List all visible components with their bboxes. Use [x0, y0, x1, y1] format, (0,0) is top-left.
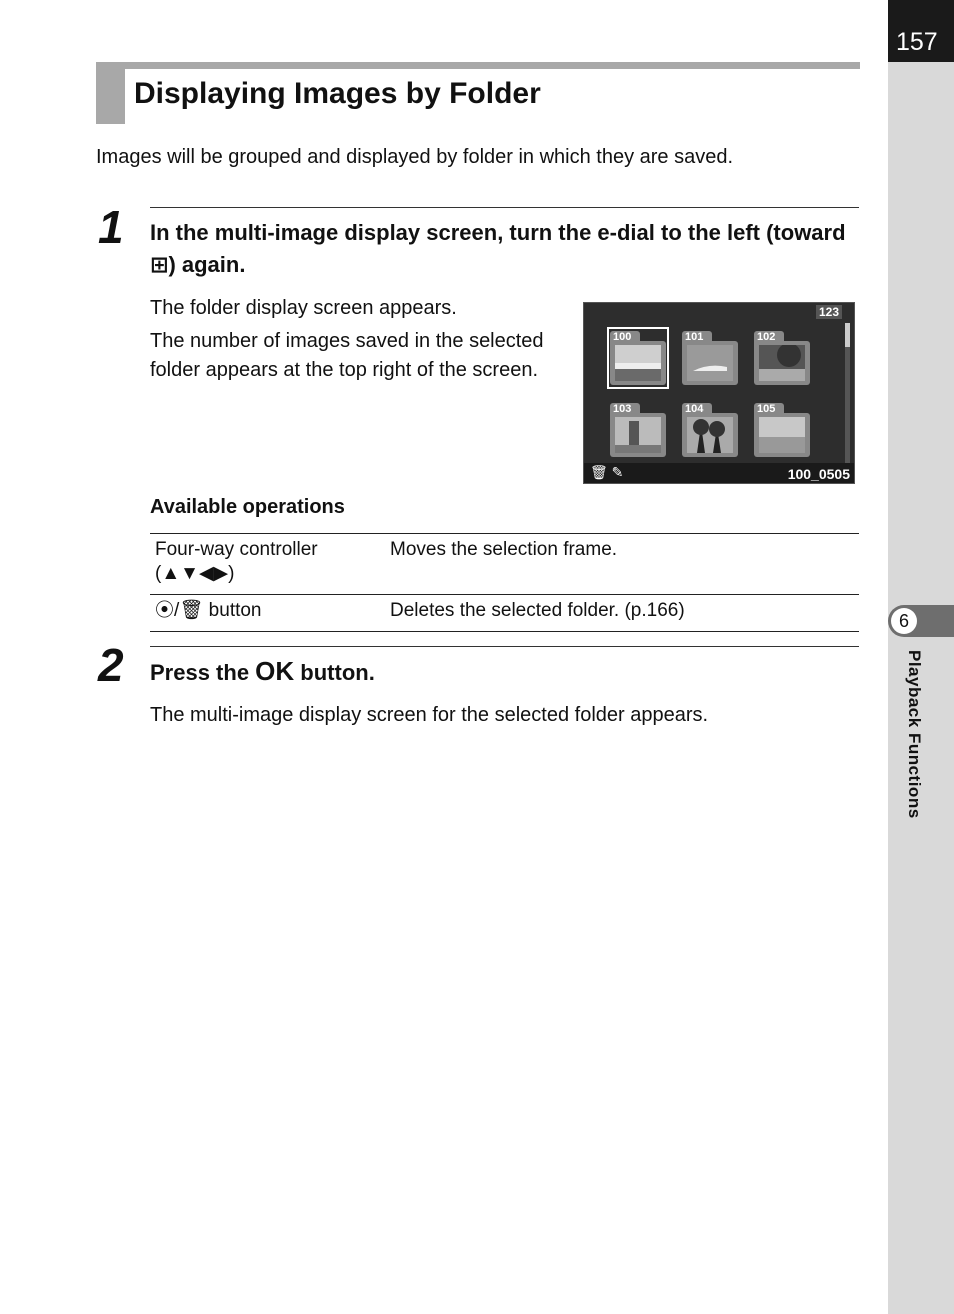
step-1-para-1: The folder display screen appears.: [150, 297, 457, 319]
step-2-title: [150, 655, 375, 689]
page-number: 157: [888, 0, 954, 62]
table-row: [150, 534, 859, 595]
folder-103: 103: [610, 403, 666, 457]
multi-image-icon: ⊞: [150, 252, 169, 277]
image-count: 123: [816, 305, 842, 319]
table-row: [150, 595, 859, 632]
section-intro: Images will be grouped and displayed by folder in which they are saved.: [96, 146, 734, 168]
action-cell: Moves the selection frame.: [385, 534, 859, 595]
step-1-title: [150, 217, 859, 281]
step-1-rule: [150, 207, 859, 208]
scrollbar-thumb: [845, 323, 850, 347]
delete-button-icon: ⦿/🗑 button: [155, 600, 262, 621]
step-2-title-text-a: Press the: [150, 660, 256, 685]
section-title: Displaying Images by Folder: [134, 77, 541, 110]
action-cell: Deletes the selected folder. (p.166): [385, 595, 859, 632]
operations-table: [150, 533, 859, 632]
ok-icon: OK: [255, 656, 295, 686]
step-1-title-text-a: In the multi-image display screen, turn the e-dial to the left (toward: [150, 220, 846, 245]
step-2-rule: [150, 646, 859, 647]
chapter-title: Playback Functions: [905, 650, 924, 819]
folder-display-screen: [583, 302, 855, 484]
chapter-number: 6: [891, 608, 917, 634]
selected-folder-name: 100_0505: [787, 466, 850, 482]
step-1-para-2: The number of images saved in the selected folder appears at the top right of the screen.: [150, 330, 544, 381]
folder-100: 100: [610, 331, 666, 385]
step-2-title-text-b: button.: [294, 660, 375, 685]
folder-102: 102: [754, 331, 810, 385]
step-1-number: 1: [98, 201, 124, 253]
folder-105: 105: [754, 403, 810, 457]
step-1-title-text-b: ) again.: [168, 252, 246, 277]
four-way-arrows-icon: (▲▼◀▶): [155, 563, 235, 584]
operations-heading: Available operations: [150, 496, 345, 518]
step-2-number: 2: [98, 639, 124, 691]
control-cell: [150, 595, 385, 632]
folder-101: 101: [682, 331, 738, 385]
step-2-para-1: The multi-image display screen for the selected folder appears.: [150, 704, 709, 726]
delete-protect-icon: 🗑 ✎: [590, 464, 624, 480]
folder-104: 104: [682, 403, 738, 457]
control-cell: Four-way controller (▲▼◀▶): [150, 534, 385, 595]
